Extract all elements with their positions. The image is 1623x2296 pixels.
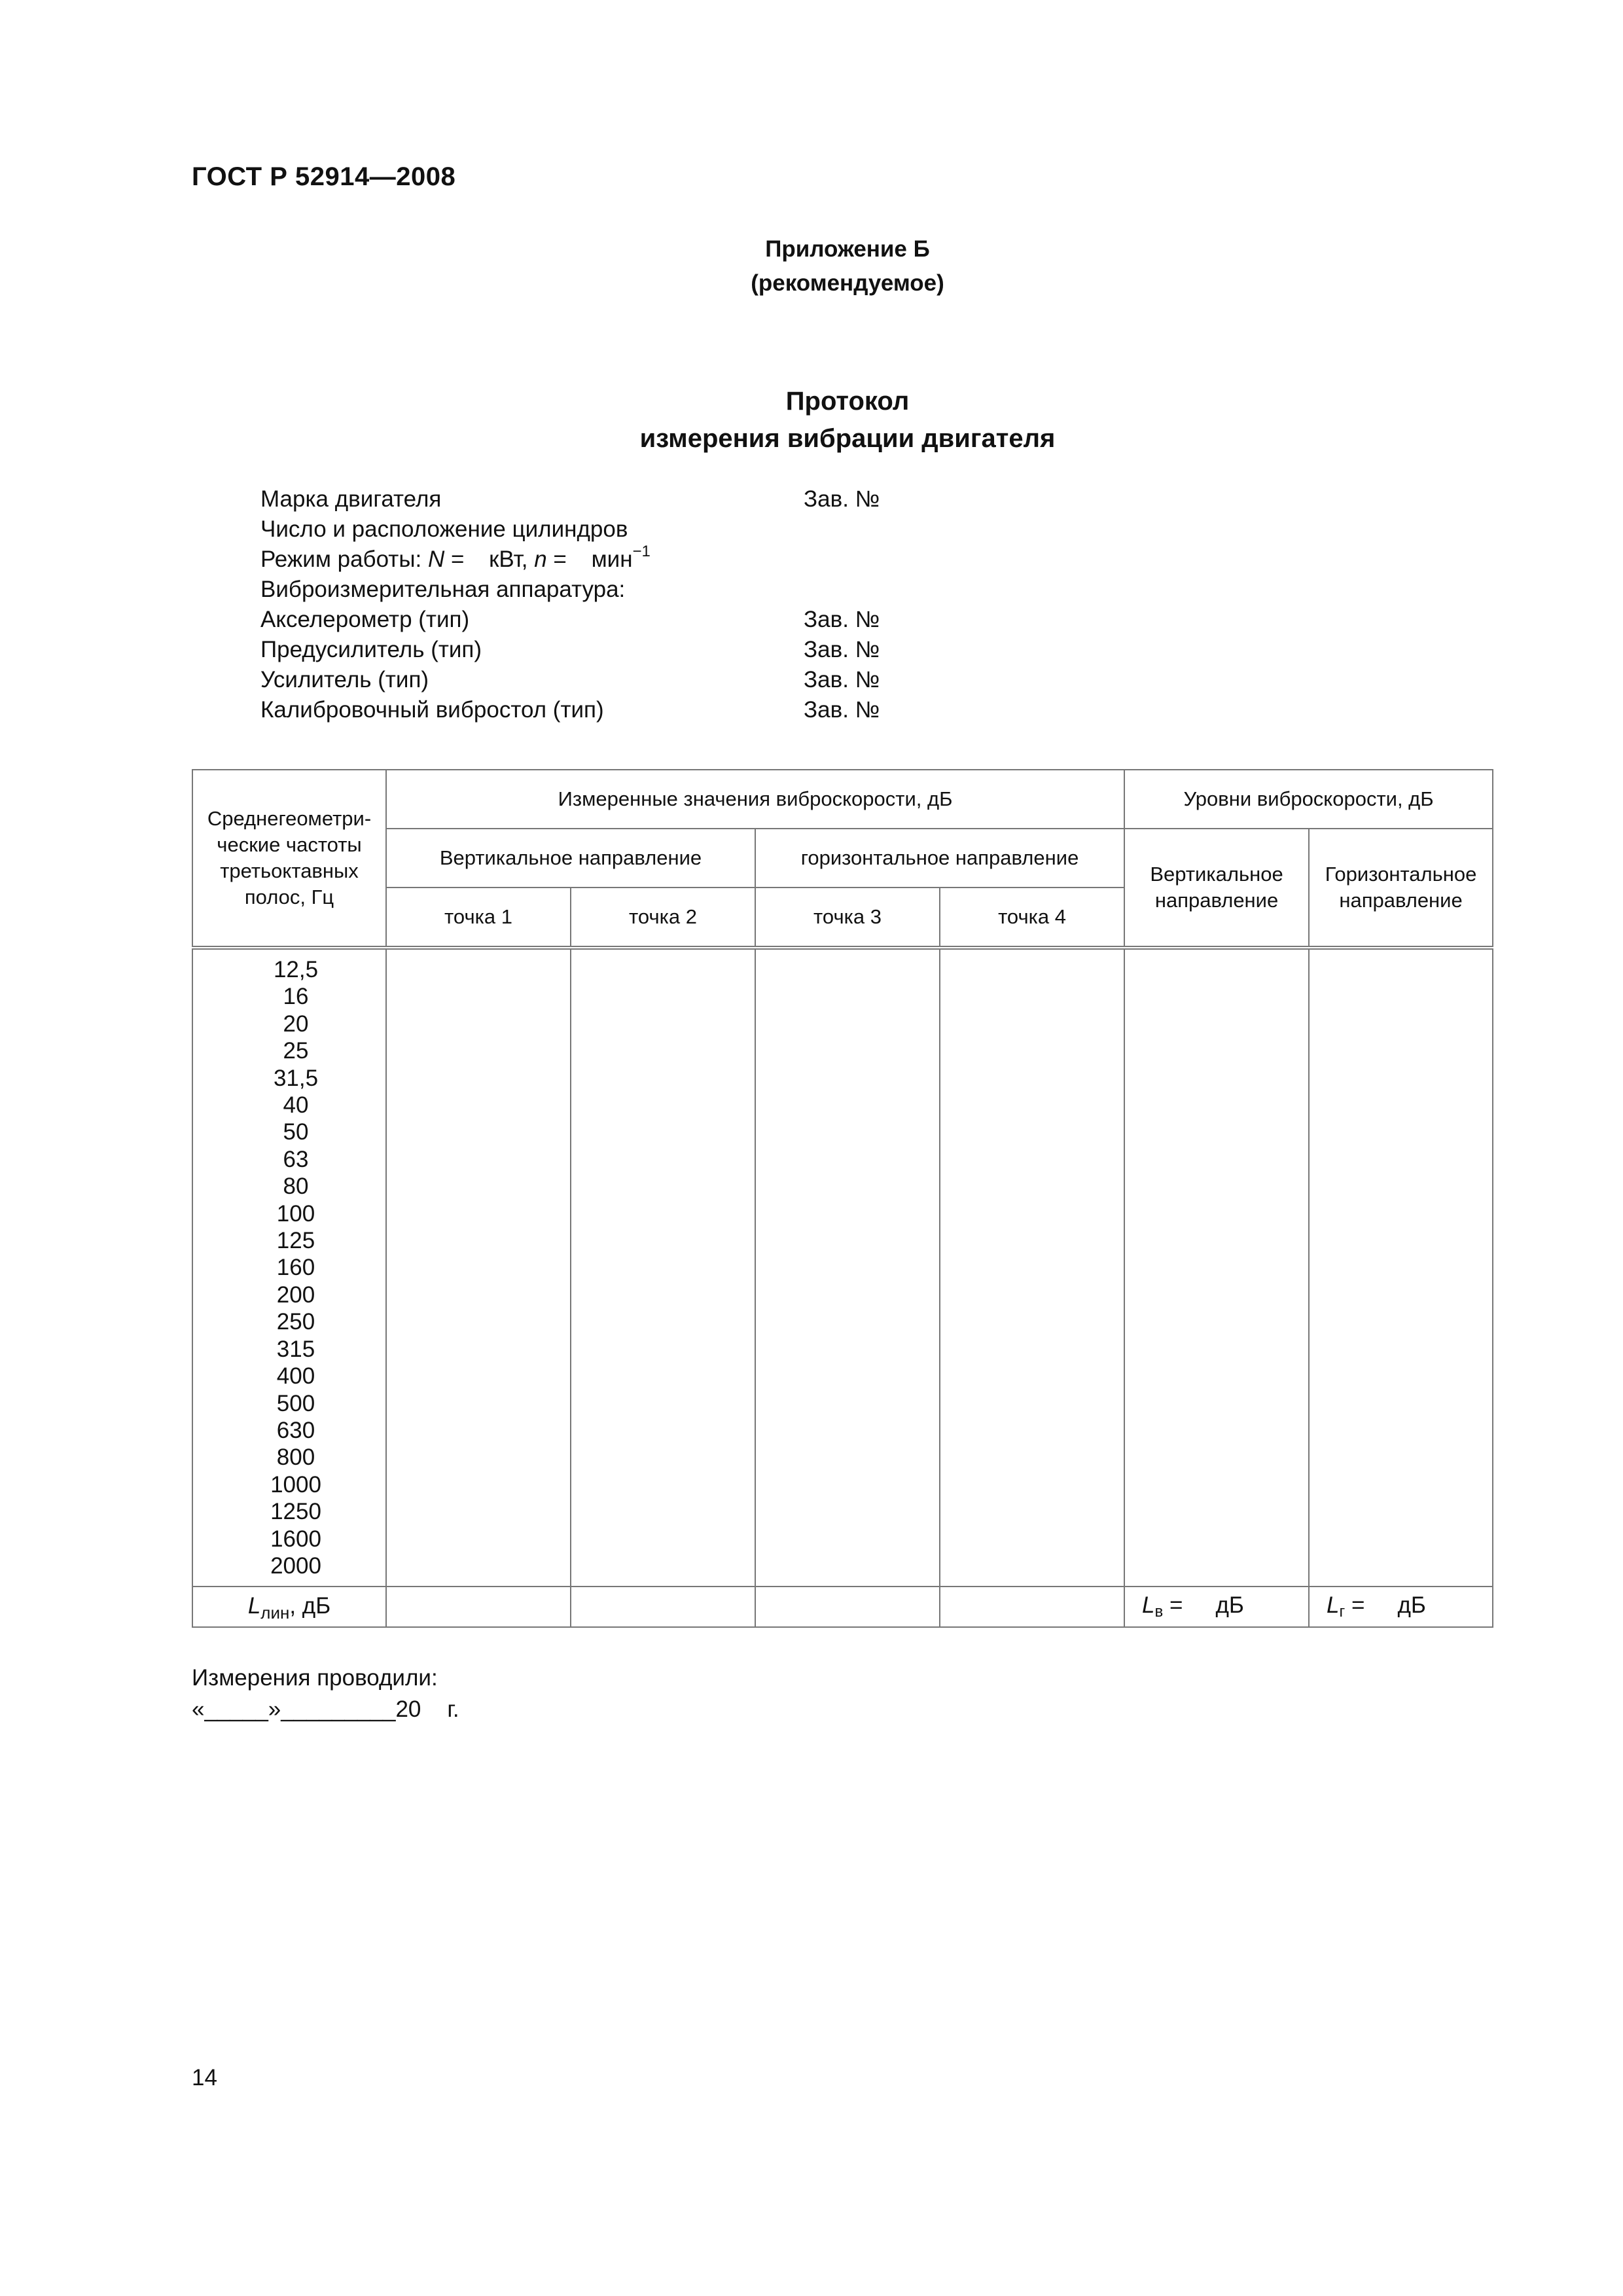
annex-title: Приложение Б bbox=[765, 236, 930, 262]
footer-Lv-symbol: L bbox=[1142, 1592, 1155, 1618]
frequency-column bbox=[192, 948, 386, 1587]
calibrator-label: Калибровочный вибростол (тип) bbox=[260, 697, 604, 723]
cell-point-3 bbox=[755, 948, 940, 1587]
info-row-accelerometer bbox=[260, 605, 1308, 635]
footer-level-horizontal bbox=[1309, 1587, 1493, 1627]
frequency-value: 16 bbox=[283, 984, 309, 1010]
frequency-value: 25 bbox=[283, 1038, 309, 1064]
mode-prefix: Режим работы: bbox=[260, 547, 428, 572]
frequency-value: 50 bbox=[283, 1119, 309, 1145]
frequency-value: 12,5 bbox=[273, 957, 319, 982]
frequency-value: 250 bbox=[276, 1309, 315, 1335]
frequency-value: 1250 bbox=[270, 1499, 321, 1525]
cell-level-vertical bbox=[1124, 948, 1309, 1587]
footer-v-eq: = bbox=[1163, 1592, 1183, 1618]
footer-lin-unit: , дБ bbox=[289, 1593, 331, 1619]
footer-g-eq: = bbox=[1345, 1592, 1365, 1618]
frequency-list bbox=[193, 950, 385, 1579]
header-frequency: Среднегеометри-ческие частоты третьоктавных полос, Гц bbox=[192, 770, 386, 948]
annex-heading bbox=[0, 232, 1623, 300]
footer-v-unit: дБ bbox=[1215, 1592, 1244, 1618]
info-row-apparatus bbox=[260, 575, 1308, 605]
amplifier-label: Усилитель (тип) bbox=[260, 667, 429, 692]
frequency-value: 2000 bbox=[270, 1552, 321, 1579]
date-month-blank: _________ bbox=[281, 1696, 396, 1722]
frequency-value: 500 bbox=[276, 1390, 315, 1416]
footer-level-vertical bbox=[1124, 1587, 1309, 1627]
cylinders-label: Число и расположение цилиндров bbox=[260, 516, 628, 542]
frequency-value: 100 bbox=[276, 1200, 315, 1227]
power-symbol: N bbox=[427, 547, 445, 572]
date-close-quote: » bbox=[268, 1696, 281, 1722]
header-point-4: точка 4 bbox=[940, 888, 1124, 948]
date-year-prefix: 20 bbox=[395, 1696, 421, 1722]
engine-info-block bbox=[260, 484, 1308, 725]
vibration-table bbox=[192, 769, 1493, 1628]
header-level-horizontal: Горизонтальное направление bbox=[1309, 829, 1493, 948]
footer-g-unit: дБ bbox=[1397, 1592, 1426, 1618]
footer-v-subscript: в bbox=[1154, 1603, 1164, 1621]
signature-block bbox=[192, 1662, 459, 1725]
info-row-cylinders bbox=[260, 514, 1308, 545]
frequency-value: 400 bbox=[276, 1363, 315, 1390]
speed-symbol: n bbox=[534, 547, 547, 572]
footer-cell-4 bbox=[940, 1587, 1124, 1627]
footer-lin-label bbox=[192, 1587, 386, 1627]
date-day-blank: _____ bbox=[204, 1696, 268, 1722]
table-body-row bbox=[192, 948, 1493, 1587]
annex-status: (рекомендуемое) bbox=[751, 270, 944, 296]
footer-Lg-symbol: L bbox=[1327, 1592, 1340, 1618]
speed-unit-exponent: −1 bbox=[632, 543, 651, 560]
cell-point-2 bbox=[571, 948, 755, 1587]
frequency-value: 31,5 bbox=[273, 1065, 319, 1091]
frequency-value: 20 bbox=[283, 1011, 309, 1037]
title-line-1: Протокол bbox=[785, 387, 910, 416]
frequency-value: 160 bbox=[276, 1255, 315, 1281]
engine-brand-label: Марка двигателя bbox=[260, 486, 442, 512]
info-row-mode bbox=[260, 545, 1308, 575]
accelerometer-label: Акселерометр (тип) bbox=[260, 607, 470, 632]
frequency-value: 1000 bbox=[270, 1471, 321, 1498]
frequency-value: 63 bbox=[283, 1146, 309, 1172]
title-line-2: измерения вибрации двигателя bbox=[639, 424, 1056, 453]
frequency-value: 80 bbox=[283, 1174, 309, 1200]
cell-point-4 bbox=[940, 948, 1124, 1587]
footer-cell-2 bbox=[571, 1587, 755, 1627]
preamp-serial-label: Зав. № bbox=[804, 637, 880, 662]
footer-g-subscript: г bbox=[1339, 1603, 1346, 1621]
frequency-value: 315 bbox=[276, 1336, 315, 1362]
frequency-value: 200 bbox=[276, 1282, 315, 1308]
header-measured: Измеренные значения виброскорости, дБ bbox=[386, 770, 1124, 829]
apparatus-label: Виброизмерительная аппаратура: bbox=[260, 577, 626, 602]
info-row-engine bbox=[260, 484, 1308, 514]
engine-serial-label: Зав. № bbox=[804, 486, 880, 512]
document-title bbox=[0, 383, 1623, 457]
power-unit: кВт, bbox=[489, 547, 535, 572]
amplifier-serial-label: Зав. № bbox=[804, 667, 880, 692]
speed-unit: мин bbox=[591, 547, 633, 572]
frequency-value: 630 bbox=[276, 1417, 315, 1443]
calibrator-serial-label: Зав. № bbox=[804, 697, 880, 723]
header-horizontal-direction: горизонтальное направление bbox=[755, 829, 1124, 888]
header-point-1: точка 1 bbox=[386, 888, 571, 948]
header-level-vertical: Вертикальное направление bbox=[1124, 829, 1309, 948]
date-year-suffix: г. bbox=[447, 1696, 459, 1722]
speed-eq: = bbox=[546, 547, 573, 572]
cell-point-1 bbox=[386, 948, 571, 1587]
table-footer-row bbox=[192, 1587, 1493, 1627]
info-row-preamp bbox=[260, 635, 1308, 665]
info-row-calibrator bbox=[260, 695, 1308, 725]
header-levels: Уровни виброскорости, дБ bbox=[1124, 770, 1493, 829]
frequency-value: 800 bbox=[276, 1444, 315, 1471]
footer-cell-3 bbox=[755, 1587, 940, 1627]
footer-L-symbol: L bbox=[247, 1593, 261, 1619]
info-row-amplifier bbox=[260, 665, 1308, 695]
header-point-2: точка 2 bbox=[571, 888, 755, 948]
accelerometer-serial-label: Зав. № bbox=[804, 607, 880, 632]
page-number: 14 bbox=[192, 2065, 217, 2090]
power-eq: = bbox=[444, 547, 471, 572]
preamp-label: Предусилитель (тип) bbox=[260, 637, 482, 662]
header-vertical-direction: Вертикальное направление bbox=[386, 829, 755, 888]
footer-cell-1 bbox=[386, 1587, 571, 1627]
frequency-value: 1600 bbox=[270, 1526, 321, 1552]
cell-level-horizontal bbox=[1309, 948, 1493, 1587]
signature-label: Измерения проводили: bbox=[192, 1665, 438, 1691]
standard-code: ГОСТ Р 52914—2008 bbox=[192, 162, 456, 191]
frequency-value: 125 bbox=[276, 1228, 315, 1254]
header-point-3: точка 3 bbox=[755, 888, 940, 948]
footer-lin-subscript: лин bbox=[260, 1603, 290, 1623]
frequency-value: 40 bbox=[283, 1092, 309, 1119]
date-open-quote: « bbox=[192, 1696, 205, 1722]
